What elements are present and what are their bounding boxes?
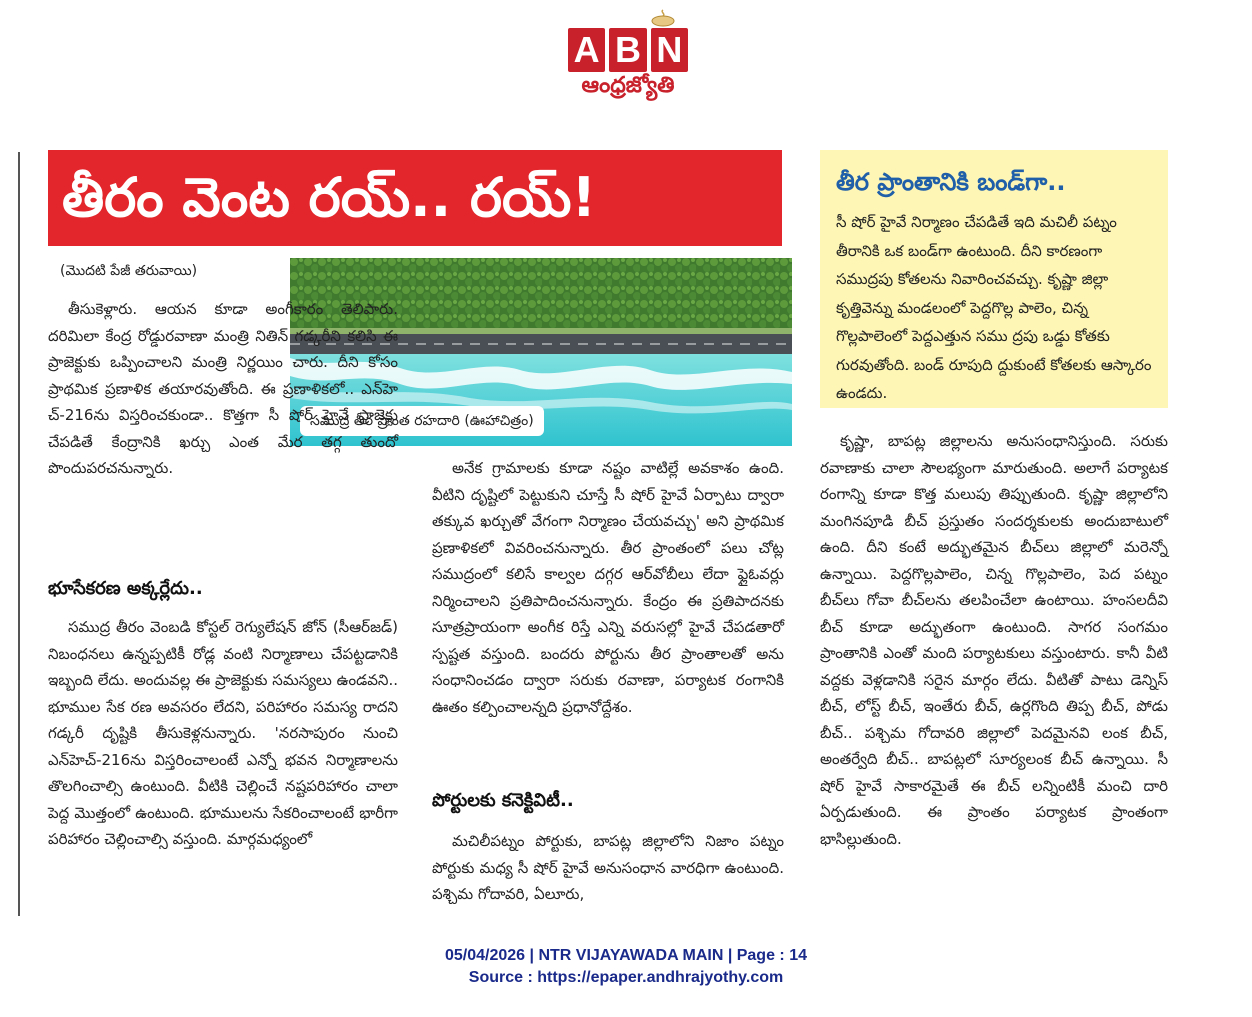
abn-logo xyxy=(566,8,690,103)
page-left-rule xyxy=(18,152,20,916)
steam-cup-icon xyxy=(650,8,676,28)
sidebar-title: తీర ప్రాంతానికి బండ్‌గా.. xyxy=(836,168,1066,196)
col2-para1: అనేక గ్రామాలకు కూడా నష్టం వాటిల్లే అవకాశం ఉంది. వీటిని దృష్టిలో పెట్టుకుని చూస్తే సీ షోర్ హైవే ఏర్పాటు ద్వారా తక్కువ ఖర్చుతో వేగంగా నిర్మాణం చేయవచ్చు' అని ప్రాథమిక ప్రణాళికలో వివరించనున్నారు. తీర ప్రాంతంలో పలు చోట్ల సముద్రంలో కలిసే కాల్వల దగ్గర ఆర్‌వోబీలు లేదా ఫ్లైఓవర్లు నిర్మించాలని ప్రతిపాదించనున్నారు. కేంద్రం ఈ ప్రతిపాదనకు సూత్రప్రాయంగా అంగీక రిస్తే ఎన్ని వరుసల్లో హైవే చేపడతారో స్పష్టత వస్తుంది. బందరు పోర్టును తీర ప్రాంతాలతో అను సంధానించడం ద్వారా సరుకు రవాణా, పర్యాటక రంగానికి ఊతం కల్పించాలన్నది ప్రధానోద్దేశం. xyxy=(432,459,784,716)
footer-dateline: 05/04/2026 | NTR VIJAYAWADA MAIN | Page : 14 xyxy=(445,947,807,964)
col2-subhead: పోర్టులకు కనెక్టివిటీ.. xyxy=(432,790,574,811)
headline: తీరం వెంట రయ్.. రయ్! xyxy=(48,150,782,246)
logo-telugu-name: ఆంధ్రజ్యోతి xyxy=(581,73,675,98)
col1-subhead: భూసేకరణ అక్కర్లేదు.. xyxy=(48,578,203,599)
col1-para2: సముద్ర తీరం వెంబడి కోస్టల్ రెగ్యులేషన్ జోన్ (సీఆర్‌జడ్) నిబంధనలు ఉన్నప్పటికీ రోడ్ల వంటి నిర్మాణాలు చేపట్టడానికి ఇబ్బంది లేదు. అందువల్ల ఈ ప్రాజెక్టుకు సమస్యలు ఉండవని.. భూముల సేక రణ అవసరం లేదని, పరిహారం సమస్య రాదని గడ్కరీ దృష్టికి తీసుకెళ్లనున్నారు. 'నరసాపురం నుంచి ఎన్‌హెచ్-216ను విస్తరించాలంటే ఎన్నో భవన నిర్మాణాలను తొలగించాల్సి ఉంటుంది. వీటికి చెల్లించే నష్టపరిహారం చాలా పెద్ద మొత్తంలో ఉంటుంది. భూములను సేకరించాలంటే భారీగా పరిహారం చెల్లించాల్సి వస్తుంది. మార్గమధ్యంలో xyxy=(48,618,398,848)
logo-letter-n: N xyxy=(651,28,688,72)
col1-para1: తీసుకెళ్లారు. ఆయన కూడా అంగీకారం తెలిపారు. దరిమిలా కేంద్ర రోడ్డురవాణా మంత్రి నితిన్ గడ్కరీని కలిసి ఈ ప్రాజెక్టుకు ఒప్పించాలని మంత్రి నిర్ణయిం చారు. దీని కోసం ప్రాథమిక ప్రణాళిక తయారవుతోంది. ఈ ప్రణాళికలో.. ఎన్‌హె చ్-216ను విస్తరించకుండా.. కొత్తగా సీ షోర్ హైవే ప్రాజెక్టు చేపడితే కేంద్రానికి ఖర్చు ఎంత మేర తగ్గ తుందో పొందుపరచనున్నారు. xyxy=(48,300,398,477)
abn-letters xyxy=(568,28,688,72)
photo-caption: సముద్ర తీర ప్రాంత రహదారి (ఊహాచిత్రం) xyxy=(300,406,544,436)
col2-para2: మచిలీపట్నం పోర్టుకు, బాపట్ల జిల్లాలోని నిజాం పట్నం పోర్టుకు మధ్య సీ షోర్ హైవే అనుసంధాన వారధిగా ఉంటుంది. పశ్చిమ గోదావరి, ఏలూరు, xyxy=(432,832,784,903)
sidebar-body: సీ షోర్ హైవే నిర్మాణం చేపడితే ఇది మచిలీ పట్నం తీరానికి ఒక బండ్‌గా ఉంటుంది. దీని కారణంగా సముద్రపు కోతలను నివారించవచ్చు. కృష్ణా జిల్లా కృత్తివెన్ను మండలంలో పెద్దగొల్ల పాలెం, చిన్న గొల్లపాలెంలో పెద్దఎత్తున సము ద్రపు ఒడ్డు కోతకు గురవుతోంది. బండ్ రూపుది ద్దుకుంటే కోతలకు ఆస్కారం ఉండదు. xyxy=(836,213,1152,402)
logo-letter-b: B xyxy=(609,28,646,72)
col3-para1: కృష్ణా, బాపట్ల జిల్లాలను అనుసంధానిస్తుంది. సరుకు రవాణాకు చాలా సౌలభ్యంగా మారుతుంది. అలాగే పర్యాటక రంగాన్ని కూడా కొత్త మలుపు తిప్పుతుంది. కృష్ణా జిల్లాలోని మంగినపూడి బీచ్ ప్రస్తుతం సందర్శకులకు అందుబాటులో ఉంది. దీని కంటే అద్భుతమైన బీచ్‌లు జిల్లాలో మరెన్నో ఉన్నాయి. పెద్దగొల్లపాలెం, చిన్న గొల్లపాలెం, పెద పట్నం బీచ్‌లు గోవా బీచ్‌లను తలపించేలా ఉంటాయి. హంసలదీవి బీచ్ కూడా అద్భుతంగా ఉంటుంది. సాగర సంగమం ప్రాంతానికి ఎంతో మంది పర్యాటకులు వస్తుంటారు. కానీ వీటి వద్దకు వెళ్లడానికి సరైన మార్గం లేదు. వీటితో పాటు డెన్నిస్ బీచ్, లోస్ట్ బీచ్, ఇంతేరు బీచ్, ఉర్లగొంది తిప్ప బీచ్, పోడు బీచ్.. పశ్చిమ గోదావరి జిల్లాలో పెదమైనవి లంక బీచ్, అంతర్వేది బీచ్.. బాపట్లలో సూర్యలంక బీచ్ ఉన్నాయి. సీ షోర్ హైవే సాకారమైతే ఈ బీచ్ లన్నింటికీ మంచి దారి ఏర్పడుతుంది. ఈ ప్రాంతం పర్యాటక ప్రాంతంగా భాసిల్లుతుంది. xyxy=(820,432,1168,848)
footer-source: Source : https://epaper.andhrajyothy.com xyxy=(468,969,784,986)
continued-note: (మొదటి పేజీ తరువాయి) xyxy=(60,263,198,279)
logo-letter-a: A xyxy=(568,28,605,72)
sidebar-box xyxy=(820,150,1168,408)
